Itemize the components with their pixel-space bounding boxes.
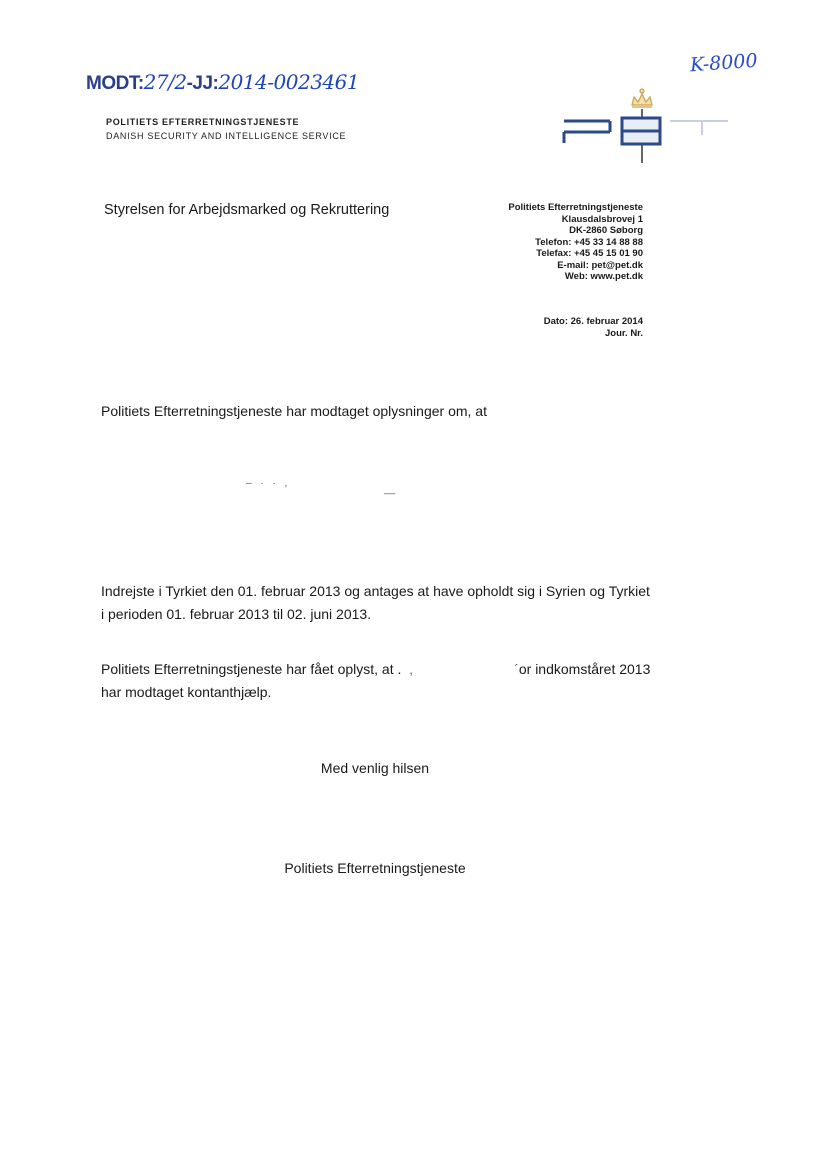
closing-greeting: Med venlig hilsen — [320, 760, 430, 776]
stamp-prefix: MODT: — [86, 73, 144, 94]
sender-web: Web: www.pet.dk — [564, 271, 643, 282]
crown-icon — [632, 89, 652, 107]
stamp-case-number: 2014-0023461 — [218, 70, 360, 94]
letter-e-icon — [622, 118, 660, 144]
sender-name: Politiets Efterretningstjeneste — [508, 202, 643, 213]
letter-date: Dato: 26. februar 2014 — [543, 316, 643, 327]
sender-fax: Telefax: +45 45 15 01 90 — [536, 248, 643, 259]
letter-p-icon — [564, 121, 610, 143]
redaction-remnant-2: __ — [384, 484, 396, 495]
stamp-date: 27/2 — [143, 70, 187, 94]
agency-name-english: DANISH SECURITY AND INTELLIGENCE SERVICE — [106, 131, 347, 141]
sender-email: E-mail: pet@pet.dk — [557, 259, 643, 271]
letter-t-icon — [670, 121, 728, 135]
agency-name-danish: POLITIETS EFTERRETNINGSTJENESTE — [106, 117, 300, 127]
signature-agency: Politiets Efterretningstjeneste — [284, 860, 466, 876]
stamp-jn-label: -JJ: — [186, 73, 219, 94]
redaction-remnant: – · · , — [246, 478, 291, 489]
sender-city: DK-2860 Søborg — [569, 225, 643, 236]
paragraph-benefits-start: Politiets Efterretningstjeneste har fået oplyst, at . — [101, 661, 402, 677]
paragraph-intro: Politiets Efterretningstjeneste har modtaget oplysninger om, at — [101, 403, 487, 419]
journal-number: Jour. Nr. — [604, 328, 643, 339]
sender-street: Klausdalsbrovej 1 — [561, 213, 643, 225]
pet-crown-logo-icon — [560, 85, 735, 167]
handwritten-corner-note: K-8000 — [689, 49, 759, 77]
paragraph-travel: Indrejste i Tyrkiet den 01. februar 2013 og antages at have opholdt sig i Syrien og Tyrkiet i perioden 01. februar 2013 til 02. juni 2013. — [101, 583, 650, 622]
paragraph-benefits — [101, 658, 651, 704]
agency-header — [106, 115, 346, 143]
sender-phone: Telefon: +45 33 14 88 88 — [535, 236, 643, 248]
paragraph-benefits-redacted-gap: , ´ — [401, 661, 519, 677]
received-stamp — [86, 70, 359, 95]
recipient-name: Styrelsen for Arbejdsmarked og Rekruttering — [104, 202, 390, 218]
paragraph-benefits-end: or indkomståret 2013 har modtaget kontanthjælp. — [101, 661, 651, 700]
sender-address-block — [508, 202, 643, 283]
date-journal-block — [544, 316, 643, 340]
